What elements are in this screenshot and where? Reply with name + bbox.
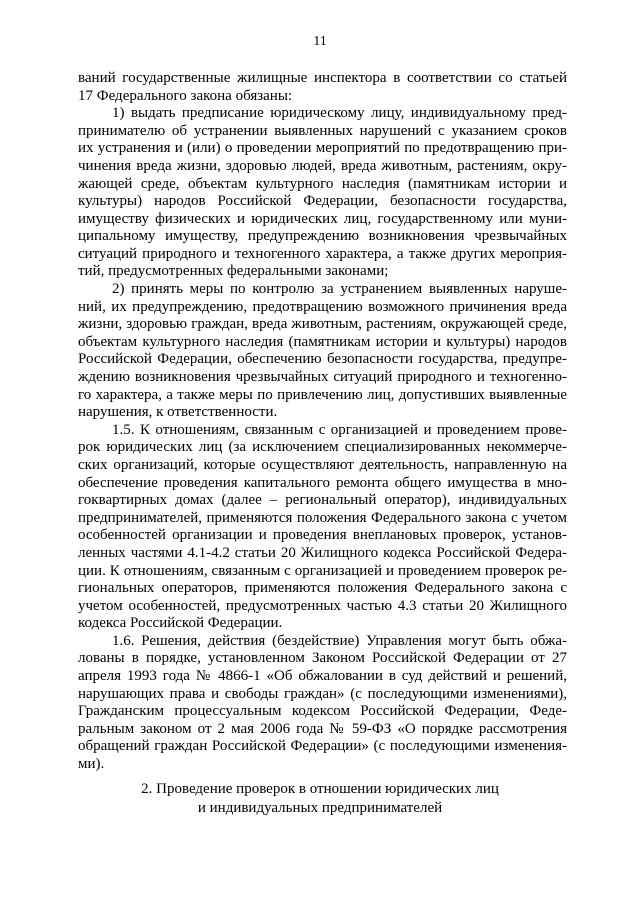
body-line: ленных частями 4.1-4.2 статьи 20 Жилищного кодекса Российской Федера- [78,545,567,561]
body-line: жизни, здоровью граждан, вреда животным, растениям, окружающей среде, [78,316,567,332]
body-line: нарушения, к ответственности. [78,404,278,420]
body-line: го характера, а также меры по привлечению лиц, допустивших выявленные [78,387,567,403]
body-line: жающей среде, объектам культурного наследия (памятникам истории и [78,176,567,192]
body-line: культуры) народов Российской Федерации, безопасности государства, [78,193,567,209]
page-number: 11 [313,34,327,49]
body-line: лованы в порядке, установленном Законом Российской Федерации от 27 [78,650,567,666]
body-line: предпринимателей, применяются положения Федерального закона с учетом [78,510,567,526]
body-line: особенностей организации и проведения внеплановых проверок, установ- [78,527,567,543]
body-line: гиональных операторов, применяются положения Федерального закона с [78,580,567,596]
body-line: нарушающих права и свободы граждан» (с последующими изменениями), [78,686,567,702]
body-line: гоквартирных домах (далее – региональный оператор), индивидуальных [78,492,567,508]
section-heading-line-2: и индивидуальных предпринимателей [197,800,443,816]
body-line: ральным законом от 2 мая 2006 года № 59-ФЗ «О порядке рассмотрения [78,721,567,737]
body-line: ждению возникновения чрезвычайных ситуаций природного и техногенно- [78,369,567,385]
body-line: обеспечение проведения капитального ремонта общего имущества в мно- [78,475,567,491]
body-line: ваний государственные жилищные инспектора в соответствии со статьей [78,70,567,86]
body-line: 1) выдать предписание юридическому лицу, индивидуальному пред- [112,105,567,121]
body-line: их устранения и (или) о проведении мероприятий по предотвращению при- [78,140,567,156]
body-line: 1.5. К отношениям, связанным с организацией и проведением прове- [112,422,567,438]
body-line: кодекса Российской Федерации. [78,615,283,631]
body-line: Российской Федерации, обеспечению безопасности государства, предупре- [78,351,567,367]
body-line: ми). [78,756,105,772]
body-line: апреля 1993 года № 4866-1 «Об обжаловании в суд действий и решений, [78,668,567,684]
section-heading-line-1: 2. Проведение проверок в отношении юридических лиц [141,781,499,797]
body-line: ситуаций природного и техногенного характера, а также других мероприя- [78,246,567,262]
body-line: ципальному имуществу, предупреждению возникновения чрезвычайных [78,228,567,244]
body-line: объектам культурного наследия (памятникам истории и культуры) народов [78,334,567,350]
body-line: 1.6. Решения, действия (бездействие) Управления могут быть обжа- [112,633,567,649]
body-line: ний, их предупреждению, предотвращению возможного причинения вреда [78,299,567,315]
body-line: Гражданским процессуальным кодексом Российской Федерации, Феде- [78,703,567,719]
body-line: ских организаций, которые осуществляют деятельность, направленную на [78,457,567,473]
body-line: 2) принять меры по контролю за устранением выявленных наруше- [112,281,567,297]
body-line: обращений граждан Российской Федерации» (с последующими изменения- [78,738,567,754]
body-line: ции. К отношениям, связанным с организацией и проведением проверок ре- [78,563,567,579]
body-line: 17 Федерального закона обязаны: [78,88,293,104]
body-line: имуществу физических и юридических лиц, государственному или муни- [78,211,567,227]
body-line: принимателю об устранении выявленных нарушений с указанием сроков [78,123,567,139]
body-line: учетом особенностей, предусмотренных частью 4.3 статьи 20 Жилищного [78,598,567,614]
body-line: тий, предусмотренных федеральными законами; [78,263,389,279]
body-line: чинения вреда жизни, здоровью людей, вреда животным, растениям, окру- [78,158,567,174]
body-line: рок юридических лиц (за исключением специализированных некоммерче- [78,439,567,455]
